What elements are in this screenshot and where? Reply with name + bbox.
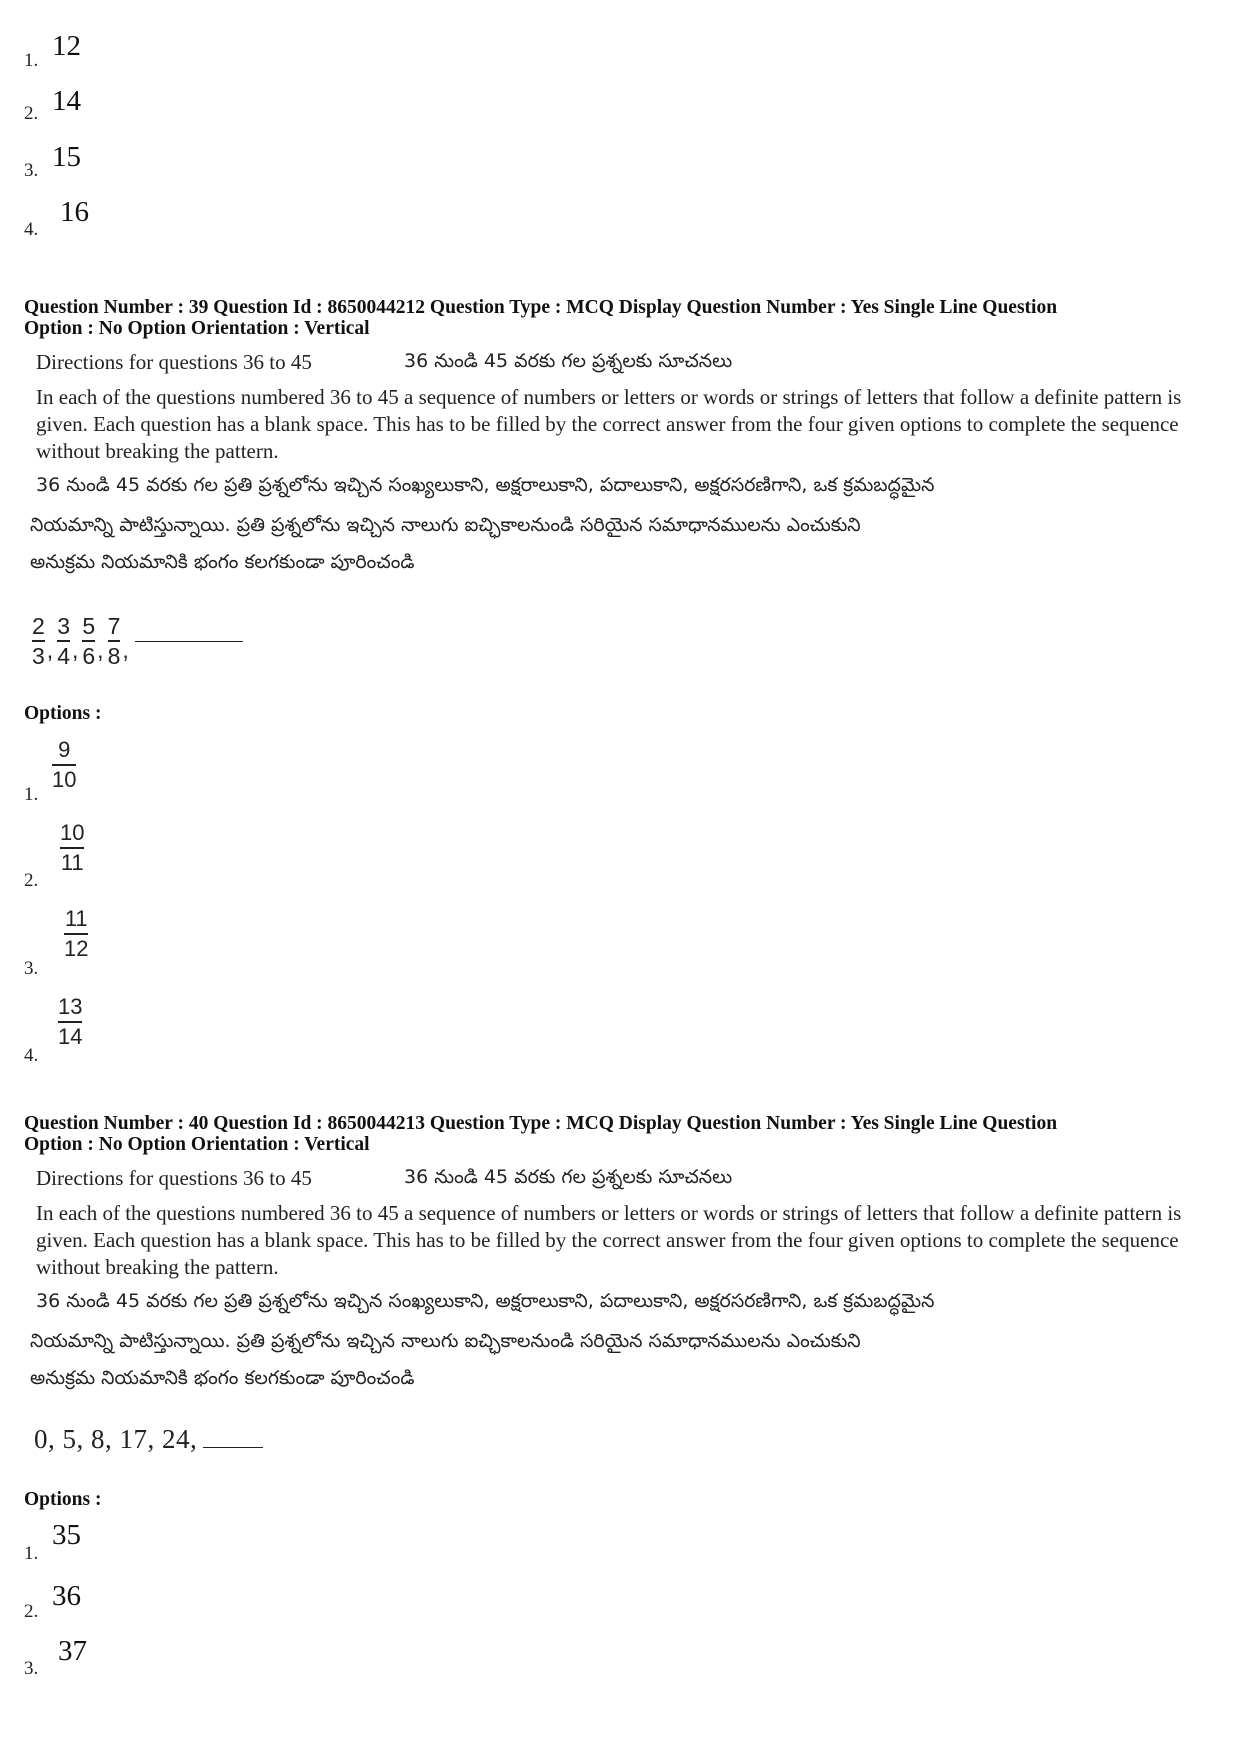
option-value: 16 <box>60 196 89 228</box>
option-value: 12 <box>52 30 81 62</box>
directions-english: Directions for questions 36 to 45 <box>36 1166 312 1190</box>
denominator: 11 <box>60 850 84 875</box>
numerator: 5 <box>82 613 96 639</box>
numerator: 3 <box>57 613 70 639</box>
sequence-fraction <box>32 612 45 670</box>
option-number: 3. <box>24 160 39 181</box>
directions-english: Directions for questions 36 to 45 <box>36 350 312 374</box>
option-number: 4. <box>24 219 39 240</box>
option-fraction <box>60 819 84 877</box>
question-sequence <box>34 1424 263 1455</box>
denominator: 6 <box>82 643 96 669</box>
question-meta-line-2: Option : No Option Orientation : Vertical <box>24 1134 370 1155</box>
directions-paragraph-telugu-line-1: 36 నుండి 45 వరకు గల ప్రతి ప్రశ్నలోను ఇచ్చిన సంఖ్యలుకాని, అక్షరాలుకాని, పదాలుకాని, అక్షరసరణిగాని, ఒక క్రమబద్ధమైన <box>36 474 935 496</box>
directions-paragraph-english: In each of the questions numbered 36 to 45 a sequence of numbers or letters or words or strings of letters that follow a definite pattern is given. Each question has a blank space. This has to be filled by the correct answer from the four given options to complete the sequence without breaking the pattern. <box>36 385 1182 463</box>
question-meta-line-1: Question Number : 39 Question Id : 8650044212 Question Type : MCQ Display Question Number : Yes Single Line Question <box>24 297 1058 318</box>
question-meta-line-1: Question Number : 40 Question Id : 8650044213 Question Type : MCQ Display Question Number : Yes Single Line Question <box>24 1113 1058 1134</box>
directions-paragraph-telugu-line-1: 36 నుండి 45 వరకు గల ప్రతి ప్రశ్నలోను ఇచ్చిన సంఖ్యలుకాని, అక్షరాలుకాని, పదాలుకాని, అక్షరసరణిగాని, ఒక క్రమబద్ధమైన <box>36 1290 935 1312</box>
option-number: 2. <box>24 1601 39 1622</box>
numerator: 13 <box>58 994 83 1019</box>
sequence-fraction <box>82 612 95 670</box>
directions-telugu: 36 నుండి 45 వరకు గల ప్రశ్నలకు సూచనలు <box>404 350 733 372</box>
denominator: 4 <box>57 643 70 669</box>
numerator: 11 <box>64 906 88 931</box>
option-fraction <box>64 905 88 963</box>
numerator: 9 <box>58 737 71 762</box>
options-label: Options : <box>24 703 102 724</box>
numerator: 7 <box>107 613 121 639</box>
answer-blank <box>135 641 243 642</box>
option-fraction <box>58 993 82 1051</box>
directions-paragraph-english: In each of the questions numbered 36 to 45 a sequence of numbers or letters or words or strings of letters that follow a definite pattern is given. Each question has a blank space. This has to be filled by the correct answer from the four given options to complete the sequence without breaking the pattern. <box>36 1201 1182 1279</box>
denominator: 10 <box>52 767 77 792</box>
options-label: Options : <box>24 1489 102 1510</box>
option-number: 1. <box>24 50 39 71</box>
option-number: 2. <box>24 103 39 124</box>
directions-telugu: 36 నుండి 45 వరకు గల ప్రశ్నలకు సూచనలు <box>404 1166 733 1188</box>
question-sequence: $\frac{2}{3}$ , $\frac{3}{4}$ , $\frac{5}{6}$ , $\frac{7}{8}$ , <box>32 612 243 670</box>
question-meta-line-2: Option : No Option Orientation : Vertical <box>24 318 370 339</box>
numerator: 10 <box>60 820 85 845</box>
directions-paragraph-telugu-line-3: అనుక్రమ నియమానికి భంగం కలగకుండా పూరించండి <box>30 1367 415 1389</box>
sequence-fraction <box>57 612 70 670</box>
denominator: 12 <box>64 936 89 961</box>
option-fraction <box>52 736 76 794</box>
sequence-text: 0, 5, 8, 17, 24, <box>34 1424 198 1454</box>
option-number: 2. <box>24 870 39 891</box>
denominator: 8 <box>107 643 121 669</box>
option-number: 1. <box>24 784 39 805</box>
option-value: 14 <box>52 85 81 117</box>
option-number: 3. <box>24 1658 39 1679</box>
option-value: 37 <box>58 1635 87 1667</box>
option-number: 3. <box>24 958 39 979</box>
directions-paragraph-telugu-line-2: నియమాన్ని పాటిస్తున్నాయి. ప్రతి ప్రశ్నలోను ఇచ్చిన నాలుగు ఐచ్ఛికాలనుండి సరియైన సమాధానములను ఎంచుకుని <box>30 1330 861 1352</box>
option-value: 36 <box>52 1580 81 1612</box>
directions-paragraph-telugu-line-2: నియమాన్ని పాటిస్తున్నాయి. ప్రతి ప్రశ్నలోను ఇచ్చిన నాలుగు ఐచ్ఛికాలనుండి సరియైన సమాధానములను ఎంచుకుని <box>30 514 861 536</box>
option-value: 15 <box>52 141 81 173</box>
directions-paragraph-telugu-line-3: అనుక్రమ నియమానికి భంగం కలగకుండా పూరించండి <box>30 551 415 573</box>
numerator: 2 <box>32 613 45 639</box>
option-value: 35 <box>52 1519 81 1551</box>
option-number: 4. <box>24 1045 39 1066</box>
denominator: 14 <box>58 1024 83 1049</box>
option-number: 1. <box>24 1543 39 1564</box>
sequence-fraction <box>108 612 121 670</box>
answer-blank <box>203 1447 263 1448</box>
denominator: 3 <box>32 643 45 669</box>
